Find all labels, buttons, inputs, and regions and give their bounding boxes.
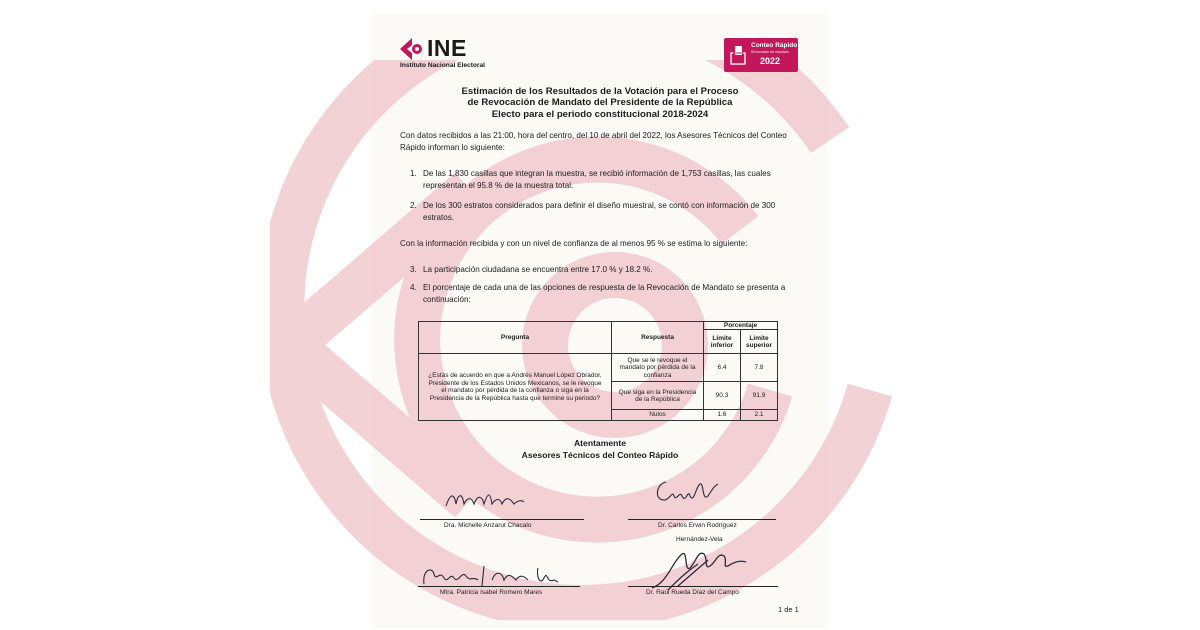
signature-line xyxy=(628,586,778,587)
signature-scribble xyxy=(418,562,568,588)
title-line: de Revocación de Mandato del Presidente de la República xyxy=(467,97,733,109)
list-item-text: De las 1,830 casillas que integran la muestra, se recibió información de 1,753 casillas, las cuales representan el 95.8 % de la muestra total. xyxy=(423,169,771,190)
respuesta-cell: Que se le revoque el mandato por pérdida de la confianza xyxy=(612,354,704,382)
list-item-text: De los 300 estratos considerados para definir el diseño muestral, se contó con información de 300 estratos. xyxy=(423,201,776,222)
list-item-text: La participación ciudadana se encuentra entre 17.0 % y 18.2 %. xyxy=(423,265,653,274)
limite-superior-cell: 7.8 xyxy=(741,354,778,382)
ballot-box-icon xyxy=(729,45,747,65)
header-limite-inferior: Límite inferior xyxy=(704,330,741,354)
conteo-logo-year: 2022 xyxy=(760,56,781,66)
closing-line: Asesores Técnicos del Conteo Rápido xyxy=(521,450,679,460)
limite-inferior-cell: 6.4 xyxy=(704,354,741,382)
signature-line xyxy=(628,519,776,520)
list-item-number: 2. xyxy=(410,201,417,210)
document-content xyxy=(372,14,828,628)
header-porcentaje: Porcentaje xyxy=(704,322,778,330)
limite-inferior-cell: 1.6 xyxy=(704,410,741,420)
list-item-text: El porcentaje de cada una de las opciones de respuesta de la Revocación de Mandato se presenta a continuación: xyxy=(423,283,786,304)
title-line: Electo para el periodo constitucional 2018-2024 xyxy=(491,108,709,120)
signatory-name-line2: Hernández-Vela xyxy=(676,536,723,543)
signature-line xyxy=(418,586,580,587)
header-limite-superior: Límite superior xyxy=(741,330,778,354)
limite-superior-cell: 91.9 xyxy=(741,382,778,410)
list-item-number: 1. xyxy=(410,169,417,178)
document-title xyxy=(392,86,808,120)
title-line: Estimación de los Resultados de la Votación para el Proceso xyxy=(461,86,739,97)
list-item-number: 3. xyxy=(410,265,417,274)
page-number: 1 de 1 xyxy=(778,605,799,614)
signatory-name: Dr. Carlos Erwin Rodríguez xyxy=(658,522,737,529)
limite-superior-cell: 2.1 xyxy=(741,410,778,420)
ine-logo-subtitle: Instituto Nacional Electoral xyxy=(400,62,486,69)
intro-paragraph: Con datos recibidos a las 21:00, hora del centro, del 10 de abril del 2022, los Asesores Técnicos del Conteo Rápido informan lo siguiente: xyxy=(400,131,787,152)
table-row xyxy=(419,354,778,382)
conteo-rapido-logo xyxy=(724,38,798,72)
conteo-logo-subtitle: Revocación de mandato xyxy=(751,50,789,54)
signature-scribble xyxy=(648,542,748,592)
question-cell: ¿Estás de acuerdo en que a Andrés Manuel López Obrador, Presidente de los Estados Unidos Mexicanos, se le revoque el mandato por pérdida de la confianza o siga en la Presidencia de la República hasta que termine su periodo? xyxy=(419,354,612,420)
conteo-logo-title: Conteo Rápido xyxy=(751,42,798,49)
ine-logo xyxy=(400,35,500,84)
signature-scribble xyxy=(652,476,720,508)
signature-scribble xyxy=(444,488,526,510)
results-table xyxy=(418,321,778,421)
respuesta-cell: Nulos xyxy=(612,410,704,420)
signatory-name: Mtra. Patricia Isabel Romero Mares xyxy=(440,589,543,596)
ine-logo-word: INE xyxy=(427,35,467,61)
closing-block xyxy=(392,437,808,461)
header-pregunta: Pregunta xyxy=(419,322,612,354)
signatory-name: Dr. Raúl Rueda Díaz del Campo xyxy=(646,589,739,596)
limite-inferior-cell: 90.3 xyxy=(704,382,741,410)
confidence-paragraph: Con la información recibida y con un nivel de confianza de al menos 95 % se estima lo siguiente: xyxy=(400,239,748,248)
header-respuesta: Respuesta xyxy=(612,322,704,354)
signatory-name: Dra. Michelle Anzarut Chacalo xyxy=(444,522,532,529)
ine-logo-mark xyxy=(400,38,424,60)
respuesta-cell: Que siga en la Presidencia de la República xyxy=(612,382,704,410)
list-item-number: 4. xyxy=(410,283,417,292)
closing-line: Atentamente xyxy=(573,438,627,448)
signature-line xyxy=(420,519,584,520)
